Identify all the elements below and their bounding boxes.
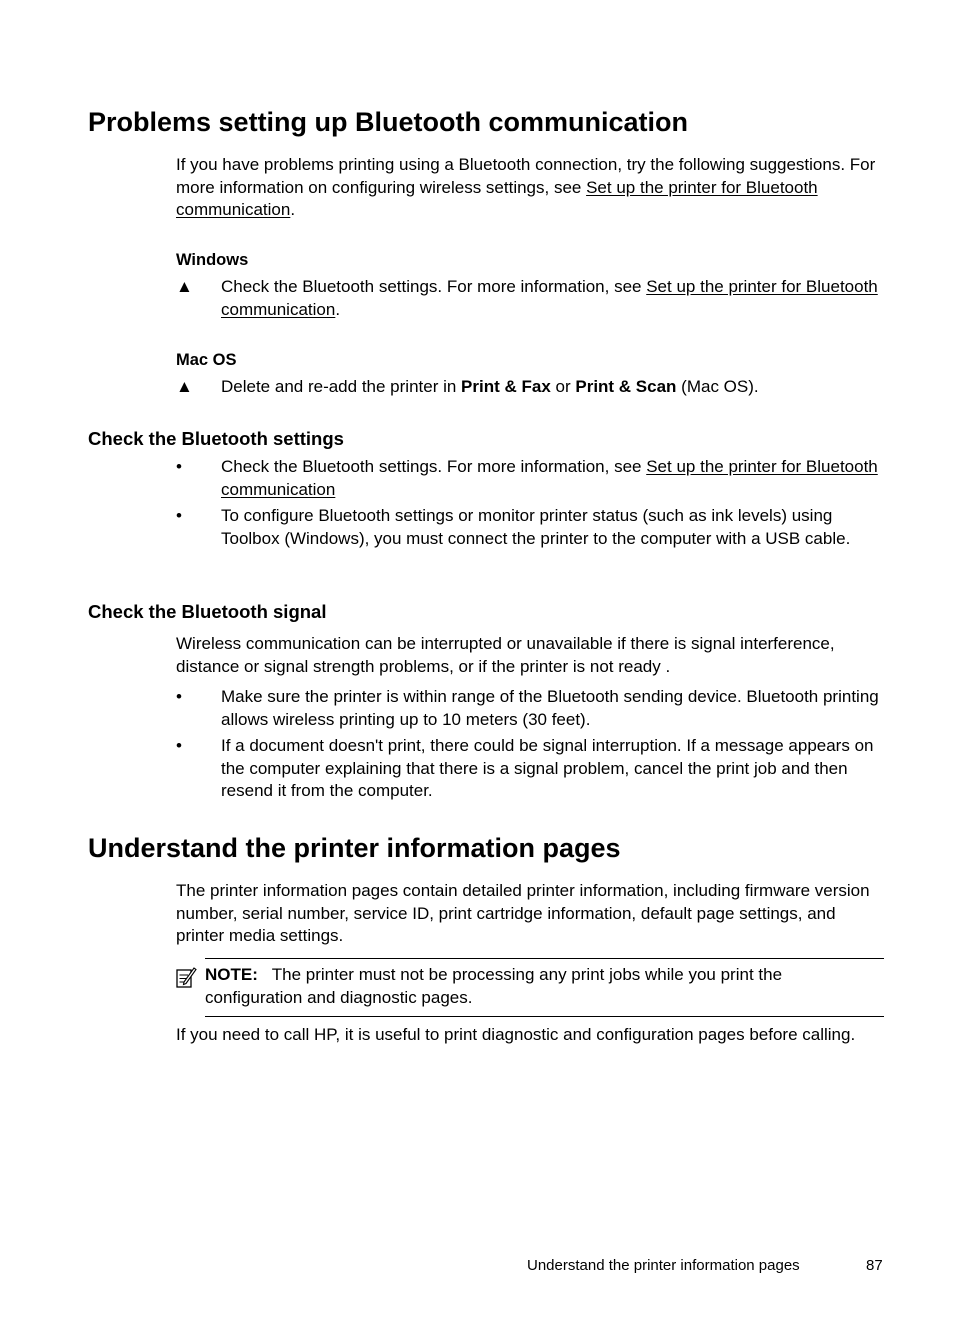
macos-step (176, 376, 886, 399)
triangle-marker-icon: ▲ (176, 377, 193, 396)
windows-step (176, 276, 886, 321)
bullet-marker: • (176, 687, 182, 706)
running-footer-title: Understand the printer information pages (527, 1257, 800, 1274)
intro-text: If you have problems printing using a Bluetooth connection, try the following suggestions. For more information on configuring wireless settings, see (176, 155, 876, 197)
note-bottom-rule (205, 1016, 884, 1017)
signal-bullet-text: Make sure the printer is within range of the Bluetooth sending device. Bluetooth printing allows wireless printing up to 10 meters (30 feet). (221, 687, 879, 729)
note-icon (175, 965, 197, 989)
settings-bullet-text: To configure Bluetooth settings or monitor printer status (such as ink levels) using Toolbox (Windows), you must connect the printer to the computer with a USB cable. (221, 506, 851, 548)
note-text: The printer must not be processing any print jobs while you print the configuration and diagnostic pages. (205, 965, 783, 1007)
note-label: NOTE: (205, 965, 258, 984)
page-number: 87 (866, 1257, 883, 1274)
signal-heading: Check the Bluetooth signal (88, 601, 327, 622)
note-content (205, 964, 884, 1009)
macos-step-or: or (550, 377, 576, 396)
windows-step-text: Check the Bluetooth settings. For more information, see (221, 277, 647, 296)
windows-step-end: . (335, 299, 341, 319)
settings-bullet-text: Check the Bluetooth settings. For more information, see (221, 457, 647, 476)
macos-step-text: Delete and re-add the printer in (221, 377, 462, 396)
note-top-rule (205, 958, 884, 959)
section-title: Understand the printer information pages (88, 833, 621, 863)
bluetooth-setup-link[interactable]: Set up the printer for Bluetooth communication (176, 177, 818, 219)
windows-bluetooth-setup-link[interactable]: Set up the printer for Bluetooth communication (221, 277, 878, 319)
triangle-marker-icon: ▲ (176, 277, 193, 296)
bullet-marker: • (176, 506, 182, 525)
macos-heading: Mac OS (176, 351, 237, 369)
settings-bullet-1 (176, 456, 886, 501)
windows-heading: Windows (176, 251, 249, 269)
intro-paragraph (176, 154, 886, 222)
info-pages-paragraph: The printer information pages contain detailed printer information, including firmware version number, serial number, service ID, print cartridge information, default page settings, and printer media settings. (176, 881, 870, 945)
signal-bullet-text: If a document doesn't print, there could be signal interruption. If a message appears on the computer explaining that there is a signal problem, cancel the print job and then resend it from the computer. (221, 736, 874, 800)
print-fax-label: Print & Fax (461, 377, 551, 396)
settings-bullet-2 (176, 505, 886, 550)
bullet-marker: • (176, 457, 182, 476)
signal-bullet-1 (176, 686, 886, 731)
intro-end: . (290, 200, 296, 219)
macos-step-end: (Mac OS). (676, 377, 759, 396)
bullet-marker: • (176, 736, 182, 755)
settings-heading: Check the Bluetooth settings (88, 428, 344, 449)
signal-bullet-2 (176, 735, 886, 803)
signal-intro: Wireless communication can be interrupted or unavailable if there is signal interference, distance or signal strength problems, or if the printer is not ready . (176, 634, 835, 676)
section-title: Problems setting up Bluetooth communication (88, 107, 689, 137)
print-scan-label: Print & Scan (575, 377, 677, 396)
settings-bluetooth-setup-link[interactable]: Set up the printer for Bluetooth communication (221, 457, 878, 499)
closing-paragraph: If you need to call HP, it is useful to print diagnostic and configuration pages before calling. (176, 1025, 856, 1044)
